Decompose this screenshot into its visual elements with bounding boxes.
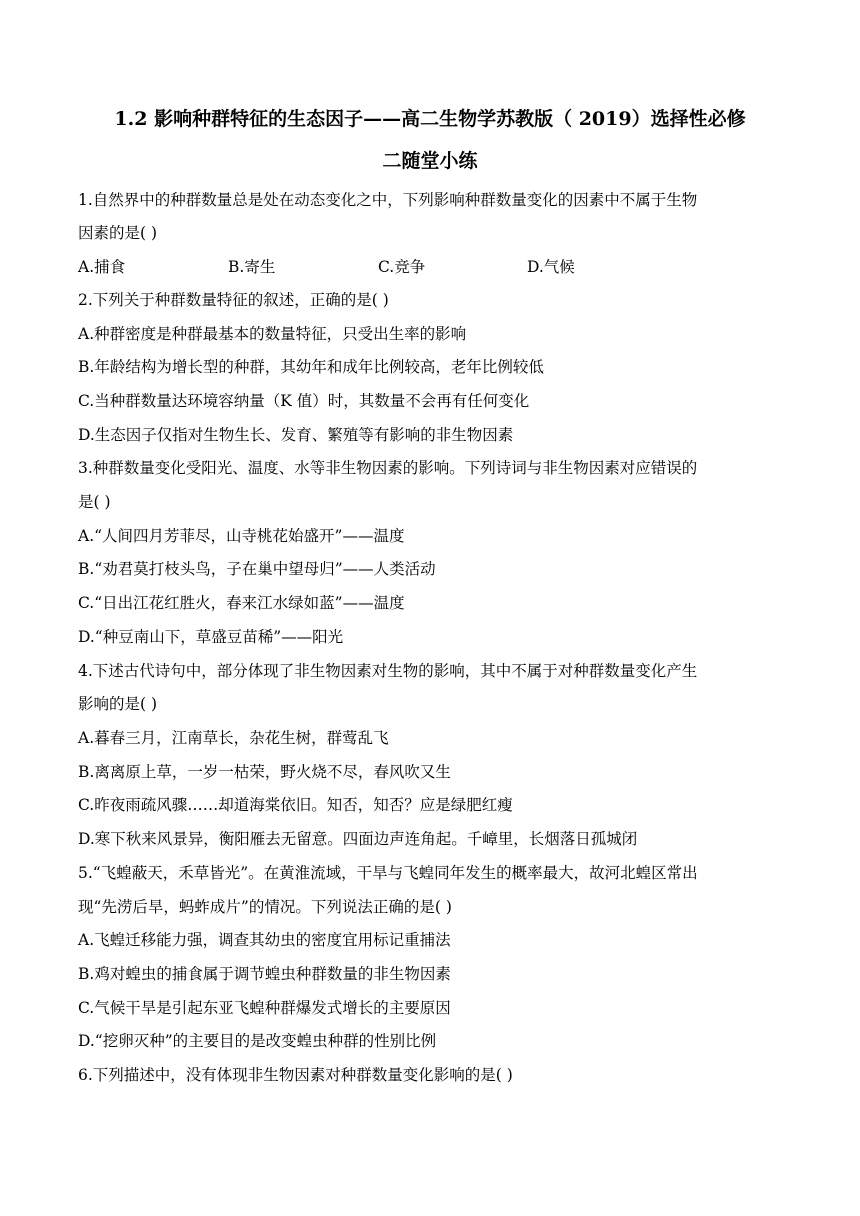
question-stem: 影响的是( ) [78, 695, 158, 713]
question-stem: 6.下列描述中，没有体现非生物因素对种群数量变化影响的是( ) [78, 1066, 513, 1084]
option-d: D.生态因子仅指对生物生长、发育、繁殖等有影响的非生物因素 [78, 426, 514, 444]
option-d: D.“种豆南山下，草盛豆苗稀”——阳光 [78, 628, 344, 646]
option-b: B.年龄结构为增长型的种群，其幼年和成年比例较高，老年比例较低 [78, 358, 544, 376]
option-a: A.“人间四月芳菲尽，山寺桃花始盛开”——温度 [78, 527, 405, 545]
option-b: B.“劝君莫打枝头鸟，子在巢中望母归”——人类活动 [78, 560, 436, 578]
document-title-line-2: 二随堂小练 [382, 150, 478, 172]
option-c: C.竞争 [378, 258, 426, 276]
option-a: A.捕食 [78, 258, 126, 276]
option-c: C.“日出江花红胜火，春来江水绿如蓝”——温度 [78, 594, 405, 612]
document-title-line-1: 1.2 影响种群特征的生态因子——高二生物学苏教版（ 2019）选择性必修 [114, 108, 746, 130]
question-stem: 1.自然界中的种群数量总是处在动态变化之中，下列影响种群数量变化的因素中不属于生物 [78, 191, 698, 209]
option-c: C.当种群数量达环境容纳量（K 值）时，其数量不会再有任何变化 [78, 392, 530, 410]
question-stem: 4.下述古代诗句中，部分体现了非生物因素对生物的影响，其中不属于对种群数量变化产生 [78, 662, 698, 680]
option-d: D.寒下秋来风景异，衡阳雁去无留意。四面边声连角起。千嶂里，长烟落日孤城闭 [78, 830, 638, 848]
option-a: A.暮春三月，江南草长，杂花生树，群莺乱飞 [78, 729, 389, 747]
option-c: C.昨夜雨疏风骤……却道海棠依旧。知否，知否？应是绿肥红瘦 [78, 796, 513, 814]
question-stem: 因素的是( ) [78, 224, 158, 242]
question-stem: 是( ) [78, 493, 111, 511]
option-b: B.离离原上草，一岁一枯荣，野火烧不尽，春风吹又生 [78, 763, 451, 781]
option-b: B.寄生 [228, 258, 276, 276]
question-stem: 2.下列关于种群数量特征的叙述，正确的是( ) [78, 291, 389, 309]
question-stem: 现“先涝后旱，蚂蚱成片”的情况。下列说法正确的是( ) [78, 898, 452, 916]
option-a: A.种群密度是种群最基本的数量特征，只受出生率的影响 [78, 325, 467, 343]
option-d: D.“挖卵灭种”的主要目的是改变蝗虫种群的性别比例 [78, 1032, 437, 1050]
option-a: A.飞蝗迁移能力强，调查其幼虫的密度宜用标记重捕法 [78, 931, 451, 949]
option-d: D.气候 [527, 258, 575, 276]
question-stem: 3.种群数量变化受阳光、温度、水等非生物因素的影响。下列诗词与非生物因素对应错误的 [78, 459, 698, 477]
option-b: B.鸡对蝗虫的捕食属于调节蝗虫种群数量的非生物因素 [78, 965, 451, 983]
option-c: C.气候干旱是引起东亚飞蝗种群爆发式增长的主要原因 [78, 999, 451, 1017]
question-stem: 5.“飞蝗蔽天，禾草皆光”。在黄淮流域，干旱与飞蝗同年发生的概率最大，故河北蝗区常出 [78, 864, 698, 882]
